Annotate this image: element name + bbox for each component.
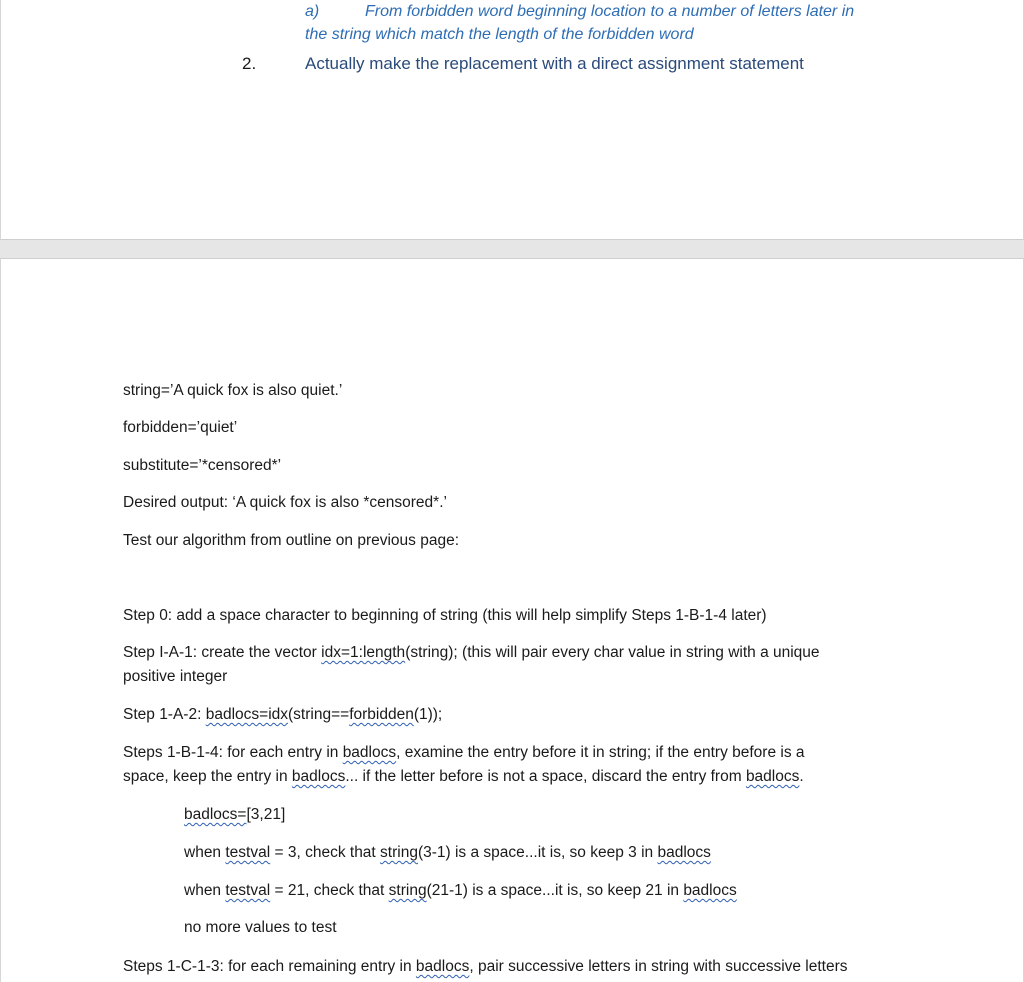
desired-output-line: Desired output: ‘A quick fox is also *censored*.’ <box>123 494 447 511</box>
steps-1-b-1-4-line1 <box>123 741 805 765</box>
step-1-a-2-spell-flag-2: forbidden <box>349 706 414 723</box>
testval-21-text-2: = 21, check that <box>270 882 389 899</box>
testval-21-spell-flag-2: string <box>388 882 427 899</box>
testval-21-text-3: (21-1) is a space...it is, so keep 21 in <box>426 882 684 899</box>
steps-1-b-spell-flag-1: badlocs <box>342 744 397 761</box>
sub-item-a-line1: From forbidden word beginning location to a number of letters later in <box>365 3 855 20</box>
testval-3-spell-flag-1: testval <box>225 844 271 861</box>
steps-1-b-spell-flag-2: badlocs <box>291 768 346 785</box>
step-1-a-2-text-1: Step 1-A-2: <box>123 706 206 723</box>
steps-1-c-text-1: Steps 1-C-1-3: for each remaining entry in <box>123 958 416 975</box>
steps-1-b-text-2: , examine the entry before it in string; if the entry before is a <box>396 744 805 761</box>
badlocs-value-line <box>184 803 285 827</box>
list-item-2-number: 2. <box>242 54 257 73</box>
testval-3-spell-flag-3: badlocs <box>657 844 711 861</box>
string-assignment-line: string=’A quick fox is also quiet.’ <box>123 382 343 399</box>
sub-item-a-line2: the string which match the length of the forbidden word <box>305 26 694 43</box>
step-i-a-1-text-1: Step I-A-1: create the vector <box>123 644 322 661</box>
list-item-2-text: Actually make the replacement with a direct assignment statement <box>305 54 804 73</box>
testval-3-text-3: (3-1) is a space...it is, so keep 3 in <box>417 844 658 861</box>
testval-21-spell-flag-1: testval <box>225 882 271 899</box>
testval-3-text-2: = 3, check that <box>270 844 381 861</box>
steps-1-c-spell-flag: badlocs <box>415 958 470 975</box>
steps-1-b-text-5: . <box>799 768 804 785</box>
step-i-a-1-line1 <box>123 641 820 665</box>
testval-21-line <box>184 879 737 903</box>
badlocs-values: [3,21] <box>246 806 286 823</box>
steps-1-b-text-1: Steps 1-B-1-4: for each entry in <box>123 744 343 761</box>
testval-3-text-1: when <box>184 844 226 861</box>
steps-1-b-1-4-line2 <box>123 765 804 789</box>
no-more-values-line: no more values to test <box>184 919 337 936</box>
badlocs-spell-flag: badlocs= <box>184 806 247 823</box>
testval-21-text-1: when <box>184 882 226 899</box>
document-page-2 <box>0 258 1024 982</box>
testval-21-spell-flag-3: badlocs <box>683 882 737 899</box>
testval-3-spell-flag-2: string <box>380 844 418 861</box>
step-1-a-2-text-3: (1)); <box>413 706 443 723</box>
document-page-1 <box>0 0 1024 240</box>
steps-1-b-text-4: ... if the letter before is not a space, discard the entry from <box>345 768 746 785</box>
steps-1-c-1-3-line <box>123 955 848 979</box>
step-1-a-2-spell-flag-1: badlocs=idx <box>205 706 289 723</box>
sub-item-a <box>305 0 905 46</box>
step-i-a-1-text-2: (string); (this will pair every char value in string with a unique <box>405 644 820 661</box>
steps-1-b-text-3: space, keep the entry in <box>123 768 292 785</box>
steps-1-c-text-2: , pair successive letters in string with successive letters <box>469 958 848 975</box>
step-0-line: Step 0: add a space character to beginning of string (this will help simplify Steps 1-B-1-4 later) <box>123 607 767 624</box>
forbidden-assignment-line: forbidden=’quiet’ <box>123 419 238 436</box>
testval-3-line <box>184 841 711 865</box>
sub-item-a-label: a) <box>305 3 320 20</box>
step-i-a-1-spell-flag: idx=1:length <box>321 644 406 661</box>
step-i-a-1-line2: positive integer <box>123 668 228 685</box>
step-1-a-2-text-2: (string== <box>288 706 350 723</box>
step-1-a-2-line <box>123 703 442 727</box>
test-algorithm-line: Test our algorithm from outline on previous page: <box>123 532 460 549</box>
steps-1-b-spell-flag-3: badlocs <box>745 768 800 785</box>
substitute-assignment-line: substitute=’*censored*’ <box>123 457 282 474</box>
